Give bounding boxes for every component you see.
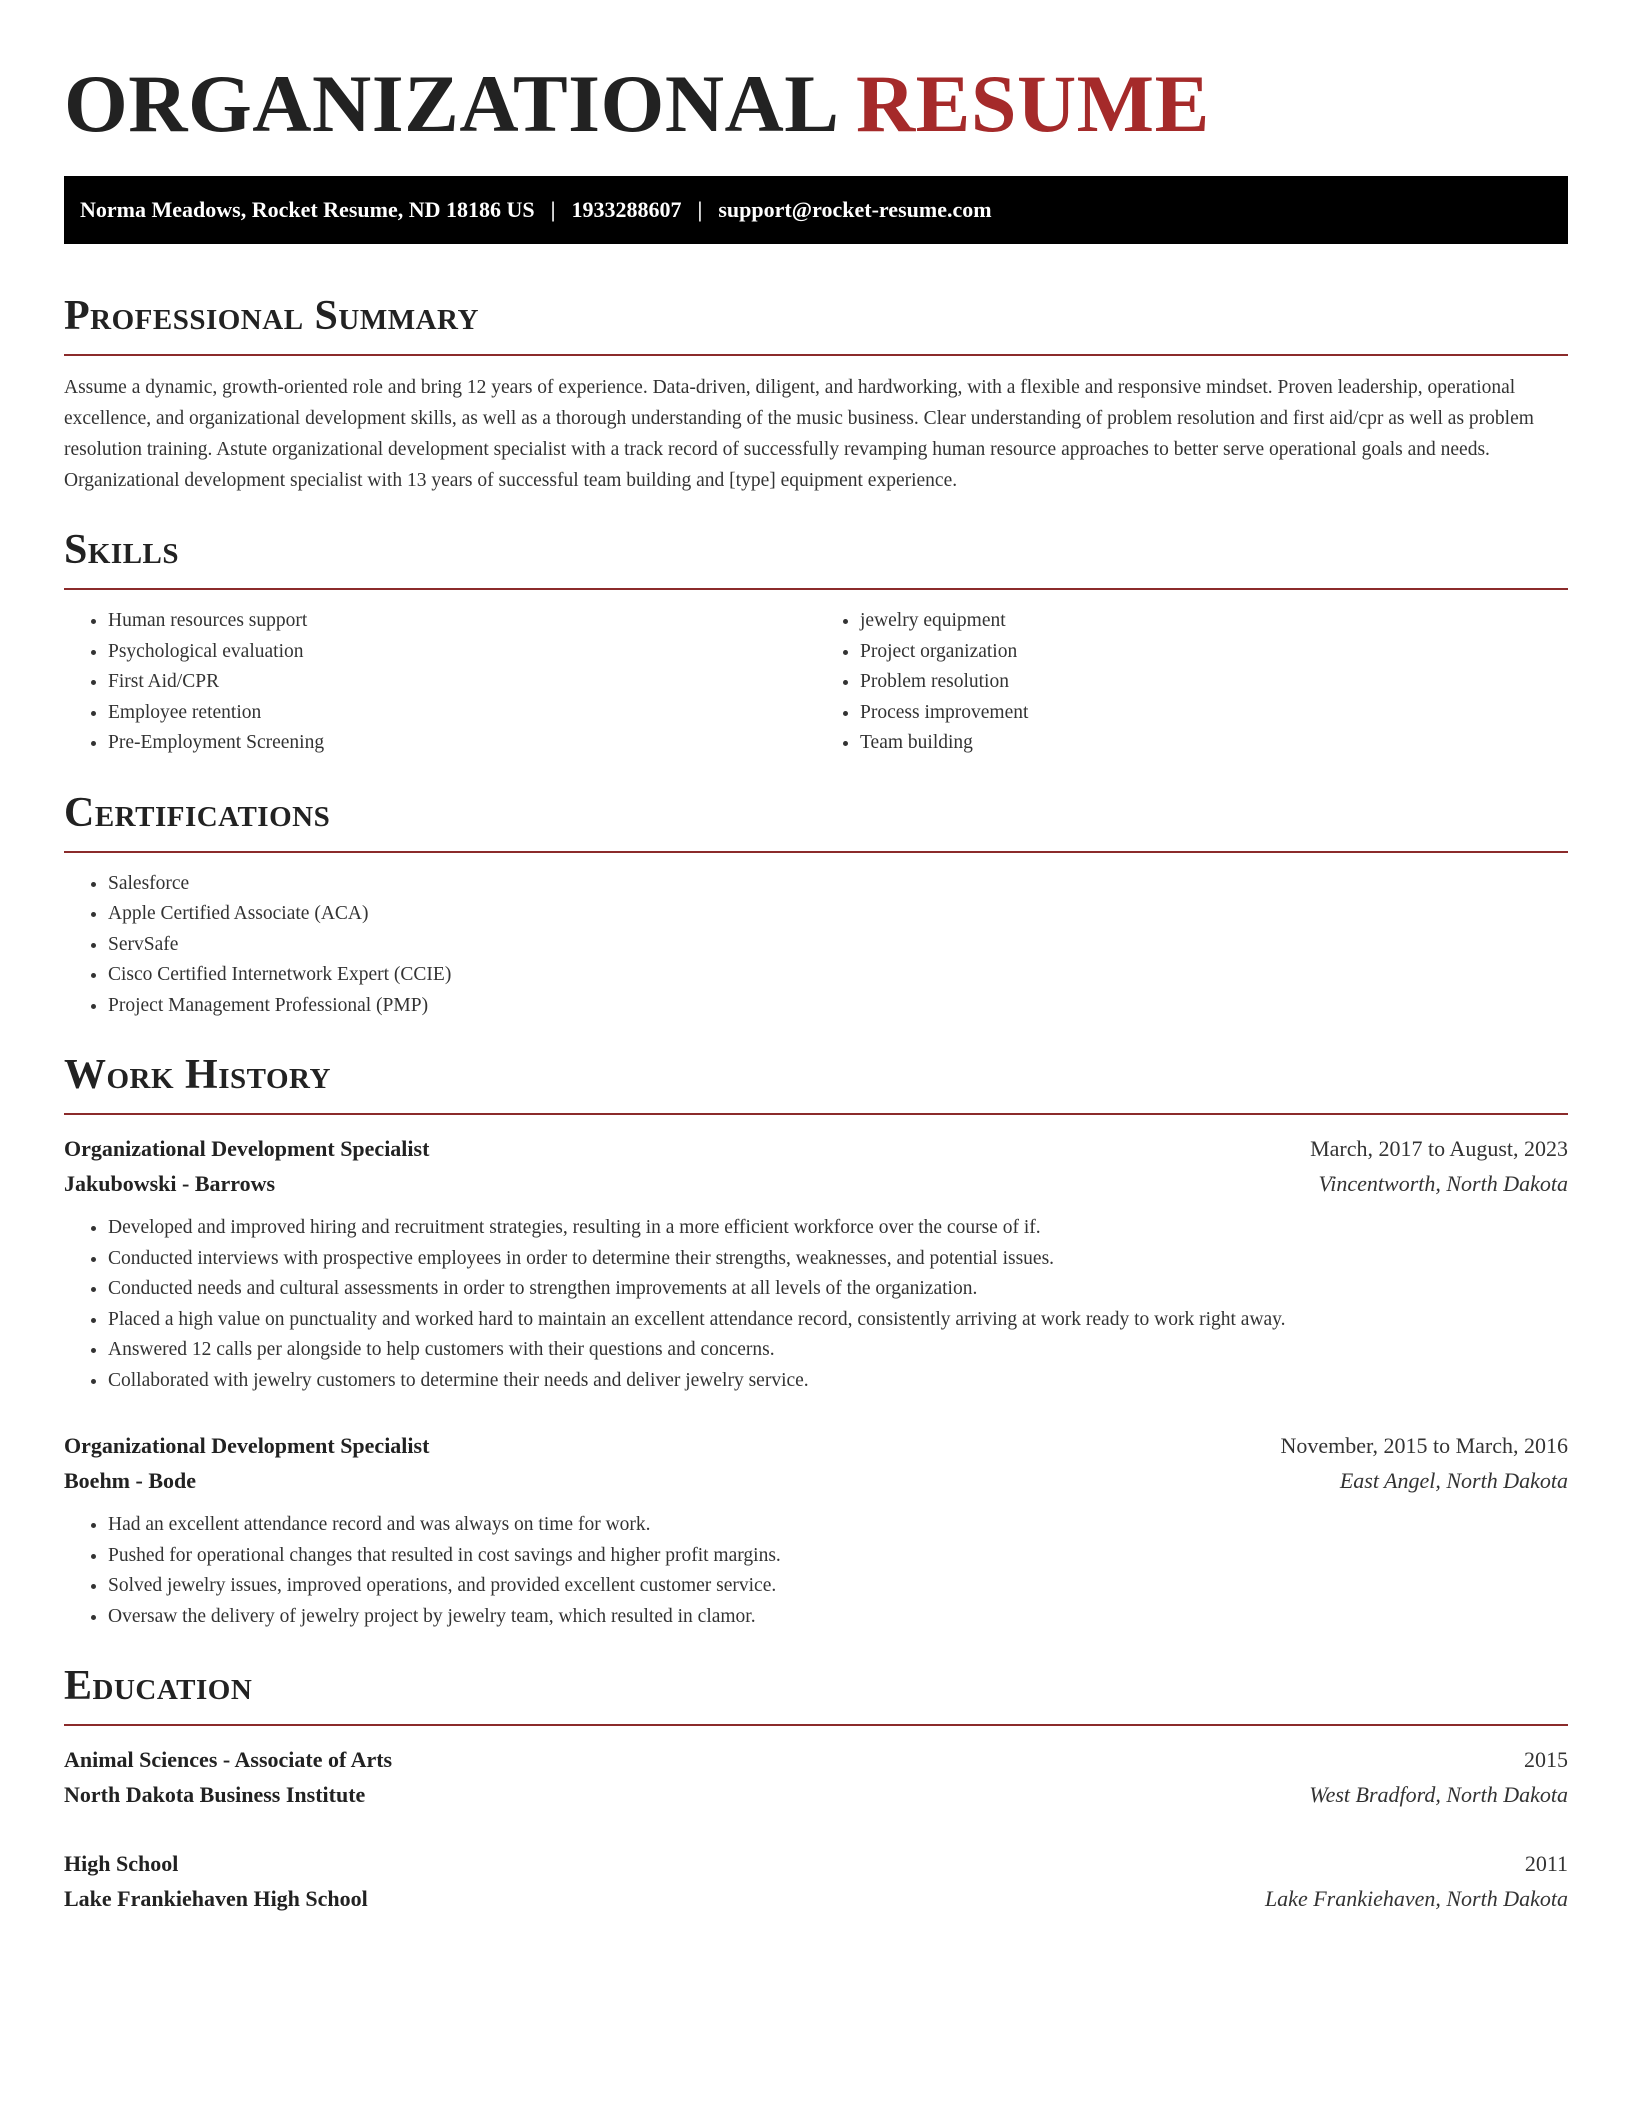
skill-item: • Employee retention bbox=[108, 698, 816, 729]
job-company-row bbox=[64, 1463, 1568, 1498]
job-duty: • Conducted interviews with prospective employees in order to determine their strengths, weaknesses, and potential issues. bbox=[108, 1244, 1568, 1275]
education-degree-row bbox=[64, 1742, 1568, 1777]
contact-phone: 1933288607 bbox=[571, 197, 682, 222]
job-duties bbox=[64, 1213, 1568, 1396]
skill-item: • First Aid/CPR bbox=[108, 667, 816, 698]
education-heading: Education bbox=[64, 1663, 253, 1709]
contact-separator: | bbox=[550, 197, 556, 222]
contact-address: Norma Meadows, Rocket Resume, ND 18186 US bbox=[80, 197, 535, 222]
job-duty: • Oversaw the delivery of jewelry project by jewelry team, which resulted in clamor. bbox=[108, 1602, 1568, 1633]
certification-item: • ServSafe bbox=[108, 930, 1568, 961]
education-school-row bbox=[64, 1881, 1568, 1916]
section-divider bbox=[64, 1724, 1568, 1726]
contact-separator: | bbox=[697, 197, 703, 222]
job-company: Jakubowski - Barrows bbox=[64, 1171, 276, 1196]
education-school: Lake Frankiehaven High School bbox=[64, 1886, 368, 1911]
job-duty: • Answered 12 calls per alongside to help customers with their questions and concerns. bbox=[108, 1335, 1568, 1366]
education-degree: High School bbox=[64, 1851, 179, 1876]
summary-text: Assume a dynamic, growth-oriented role and bring 12 years of experience. Data-driven, diligent, and hardworking, with a flexible and responsive mindset. Proven leadership, operational excellence, and organizational development skills, as well as a thorough understanding of the music business. Clear understanding of problem resolution and first aid/cpr as well as problem resolution training. Astute organizational development specialist with a track record of successfully revamping human resource approaches to better serve operational goals and needs. Organizational development specialist with 13 years of successful team building and [type] equipment experience. bbox=[64, 377, 1534, 491]
title-main: ORGANIZATIONAL bbox=[64, 58, 835, 149]
job-duties bbox=[64, 1510, 1568, 1632]
section-divider bbox=[64, 1113, 1568, 1115]
work-history-heading: Work History bbox=[64, 1052, 331, 1098]
job-header-row bbox=[64, 1131, 1568, 1166]
skill-item: • Process improvement bbox=[860, 698, 1568, 729]
section-divider bbox=[64, 354, 1568, 356]
education-degree: Animal Sciences - Associate of Arts bbox=[64, 1747, 393, 1772]
section-divider bbox=[64, 588, 1568, 590]
skill-item: • Human resources support bbox=[108, 606, 816, 637]
job-header-row bbox=[64, 1428, 1568, 1463]
skill-item: • Problem resolution bbox=[860, 667, 1568, 698]
work-history-section bbox=[64, 1049, 1568, 1632]
education-degree-row bbox=[64, 1846, 1568, 1881]
education-entry bbox=[64, 1742, 1568, 1812]
skills-section bbox=[64, 524, 1568, 759]
education-school: North Dakota Business Institute bbox=[64, 1782, 366, 1807]
job-duty: • Conducted needs and cultural assessments in order to strengthen improvements at all levels of the organization. bbox=[108, 1274, 1568, 1305]
job-location: Vincentworth, North Dakota bbox=[1318, 1171, 1568, 1196]
job-duty: • Developed and improved hiring and recruitment strategies, resulting in a more efficient workforce over the course of if. bbox=[108, 1213, 1568, 1244]
education-location: West Bradford, North Dakota bbox=[1309, 1782, 1568, 1807]
certification-item: • Salesforce bbox=[108, 869, 1568, 900]
job-dates: March, 2017 to August, 2023 bbox=[1310, 1136, 1568, 1161]
skill-item: • Project organization bbox=[860, 637, 1568, 668]
education-entry bbox=[64, 1846, 1568, 1916]
job-duty: • Pushed for operational changes that resulted in cost savings and higher profit margins. bbox=[108, 1541, 1568, 1572]
title-accent: RESUME bbox=[855, 58, 1210, 149]
job-company: Boehm - Bode bbox=[64, 1468, 196, 1493]
certifications-list bbox=[64, 869, 1568, 1022]
job-duty: • Solved jewelry issues, improved operations, and provided excellent customer service. bbox=[108, 1571, 1568, 1602]
skill-item: • jewelry equipment bbox=[860, 606, 1568, 637]
education-location: Lake Frankiehaven, North Dakota bbox=[1264, 1886, 1568, 1911]
job-duty: • Had an excellent attendance record and was always on time for work. bbox=[108, 1510, 1568, 1541]
certification-item: • Apple Certified Associate (ACA) bbox=[108, 899, 1568, 930]
job-title: Organizational Development Specialist bbox=[64, 1136, 430, 1161]
job-location: East Angel, North Dakota bbox=[1339, 1468, 1568, 1493]
skills-columns bbox=[64, 606, 1568, 759]
skills-list-left bbox=[64, 606, 816, 759]
contact-email: support@rocket-resume.com bbox=[718, 197, 992, 222]
job-duty: • Placed a high value on punctuality and worked hard to maintain an excellent attendance record, consistently arriving at work ready to work right away. bbox=[108, 1305, 1568, 1336]
skill-item: • Team building bbox=[860, 728, 1568, 759]
resume-content bbox=[64, 56, 1568, 1916]
section-divider bbox=[64, 851, 1568, 853]
education-section bbox=[64, 1660, 1568, 1916]
summary-heading: Professional Summary bbox=[64, 293, 479, 339]
skill-item: • Psychological evaluation bbox=[108, 637, 816, 668]
certifications-section bbox=[64, 787, 1568, 1022]
job-dates: November, 2015 to March, 2016 bbox=[1280, 1433, 1568, 1458]
education-year: 2011 bbox=[1524, 1851, 1568, 1876]
job-duty: • Collaborated with jewelry customers to determine their needs and deliver jewelry service. bbox=[108, 1366, 1568, 1397]
skill-item: • Pre-Employment Screening bbox=[108, 728, 816, 759]
resume-title bbox=[64, 56, 1568, 152]
education-school-row bbox=[64, 1777, 1568, 1812]
job-title: Organizational Development Specialist bbox=[64, 1433, 430, 1458]
job-entry bbox=[64, 1428, 1568, 1632]
skills-heading: Skills bbox=[64, 527, 180, 573]
certifications-heading: Certifications bbox=[64, 789, 331, 836]
education-year: 2015 bbox=[1524, 1747, 1568, 1772]
certification-item: • Cisco Certified Internetwork Expert (CCIE) bbox=[108, 960, 1568, 991]
job-entry bbox=[64, 1131, 1568, 1396]
skills-list-right bbox=[816, 606, 1568, 759]
contact-bar bbox=[64, 176, 1568, 244]
certification-item: • Project Management Professional (PMP) bbox=[108, 991, 1568, 1022]
summary-section bbox=[64, 290, 1568, 496]
job-company-row bbox=[64, 1166, 1568, 1201]
